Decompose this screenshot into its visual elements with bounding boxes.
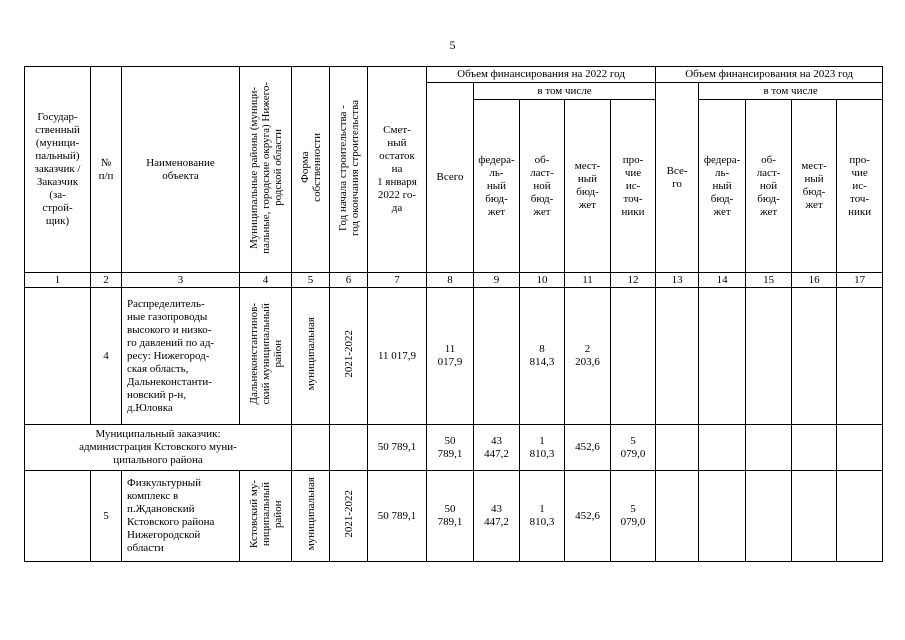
row2-local-2022: 452,6 [565,471,611,562]
row1-balance: 11 017,9 [368,288,427,425]
row1-customer [25,288,91,425]
row1-total-2022: 11 017,9 [427,288,474,425]
customer-row-regional-2022: 1 810,3 [520,425,565,471]
row1-local-2022: 2 203,6 [565,288,611,425]
header-local-2023: мест- ный бюд- жет [792,100,837,273]
row2-district-cell [240,471,292,562]
header-object-name: Наименование объекта [122,67,240,273]
row2-years: 2021-2022 [342,490,355,538]
row1-years-cell [330,288,368,425]
column-numbers-row [25,273,883,288]
header-including-2022: в том числе [474,83,656,100]
header-num: № п/п [91,67,122,273]
row1-num: 4 [91,288,122,425]
row2-federal-2022: 43 447,2 [474,471,520,562]
header-years-cell [330,67,368,273]
row2-object: Физкультурный комплекс в п.Ждановский Кстовского района Нижегородской области [122,471,240,562]
row1-years: 2021-2022 [342,330,355,378]
header-regional-2022: об- ласт- ной бюд- жет [520,100,565,273]
customer-row-local-2022: 452,6 [565,425,611,471]
header-other-2023: про- чие ис- точ- ники [837,100,883,273]
row1-regional-2022: 8 814,3 [520,288,565,425]
customer-row-total-2023 [656,425,699,471]
header-fin-2022: Объем финансирования на 2022 год [427,67,656,83]
customer-row-label: Муниципальный заказчик: администрация Кстовского муни- ципального района [25,425,292,471]
header-ownership: Форма собственности [298,133,323,202]
customer-row-years [330,425,368,471]
column-number: 8 [427,273,474,288]
row2-num: 5 [91,471,122,562]
row2-ownership-cell [292,471,330,562]
customer-row [25,425,883,471]
customer-row-federal-2023 [699,425,746,471]
customer-row-balance: 50 789,1 [368,425,427,471]
row1-federal-2023 [699,288,746,425]
row2-regional-2022: 1 810,3 [520,471,565,562]
column-number: 14 [699,273,746,288]
customer-row-ownership [292,425,330,471]
header-districts-cell [240,67,292,273]
column-number: 9 [474,273,520,288]
row1-total-2023 [656,288,699,425]
row2-other-2023 [837,471,883,562]
row2-other-2022: 5 079,0 [611,471,656,562]
row2-regional-2023 [746,471,792,562]
header-including-2023: в том числе [699,83,883,100]
column-number: 3 [122,273,240,288]
header-districts: Муниципальные районы (муници- пальные, городские округа) Нижего- родской области [247,81,284,254]
header-other-2022: про- чие ис- точ- ники [611,100,656,273]
row1-other-2022 [611,288,656,425]
row1-ownership: муниципальная [304,317,317,391]
column-number: 13 [656,273,699,288]
row2-local-2023 [792,471,837,562]
column-number: 16 [792,273,837,288]
header-fin-2023: Объем финансирования на 2023 год [656,67,883,83]
header-total-2022: Всего [427,83,474,273]
column-number: 6 [330,273,368,288]
column-number: 17 [837,273,883,288]
row1-other-2023 [837,288,883,425]
column-number: 12 [611,273,656,288]
column-number: 10 [520,273,565,288]
header-federal-2023: федера- ль- ный бюд- жет [699,100,746,273]
row2-balance: 50 789,1 [368,471,427,562]
header-total-2023: Все- го [656,83,699,273]
row1-object: Распределитель- ные газопроводы высокого и низко- го давлений по ад- ресу: Нижегород- ская область, Дальнеконстанти- новский р-н, д.Юловка [122,288,240,425]
column-number: 11 [565,273,611,288]
row2-total-2023 [656,471,699,562]
row1-ownership-cell [292,288,330,425]
row2-district: Кстовский му- ниципальный район [247,479,284,549]
column-number: 1 [25,273,91,288]
header-years: Год начала строительства - год окончания строительства [336,99,361,236]
customer-row-other-2023 [837,425,883,471]
row1-federal-2022 [474,288,520,425]
column-number: 15 [746,273,792,288]
row1-local-2023 [792,288,837,425]
header-local-2022: мест- ный бюд- жет [565,100,611,273]
financing-table [24,66,883,562]
row1-regional-2023 [746,288,792,425]
row2-federal-2023 [699,471,746,562]
column-number: 4 [240,273,292,288]
row2-total-2022: 50 789,1 [427,471,474,562]
customer-row-local-2023 [792,425,837,471]
column-number: 7 [368,273,427,288]
customer-row-regional-2023 [746,425,792,471]
row1-district-cell [240,288,292,425]
table-row [25,471,883,562]
customer-row-other-2022: 5 079,0 [611,425,656,471]
header-federal-2022: федера- ль- ный бюд- жет [474,100,520,273]
customer-row-federal-2022: 43 447,2 [474,425,520,471]
customer-row-total-2022: 50 789,1 [427,425,474,471]
column-number: 5 [292,273,330,288]
header-ownership-cell [292,67,330,273]
header-regional-2023: об- ласт- ной бюд- жет [746,100,792,273]
table-row [25,288,883,425]
header-customer: Государ- ственный (муници- пальный) заказчик / Заказчик (за- строй- щик) [25,67,91,273]
page-number: 5 [449,38,456,52]
row2-ownership: муниципальная [304,477,317,551]
header-balance: Смет- ный остаток на 1 января 2022 го- да [368,67,427,273]
column-number: 2 [91,273,122,288]
row2-customer [25,471,91,562]
row1-district: Дальнеконстантинов- ский муниципальный район [247,303,284,405]
row2-years-cell [330,471,368,562]
